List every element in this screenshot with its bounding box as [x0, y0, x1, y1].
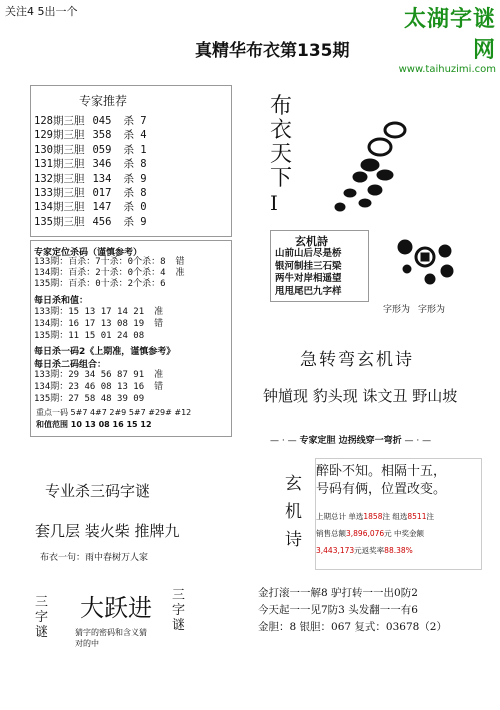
expert-nums: 358	[92, 129, 112, 142]
char-3: 天	[270, 142, 293, 167]
roman-numeral: I	[270, 191, 278, 215]
page-title: 真精华布衣第135期	[195, 41, 350, 61]
position-mark: 错	[175, 257, 185, 267]
xuanji-line: 两牛对岸相遥望	[275, 273, 342, 284]
expert-nums: 147	[92, 201, 112, 214]
xuanji-title: 玄机詩	[295, 235, 328, 248]
daily-mark: 准	[154, 307, 164, 317]
buyi-label: 布衣一句：	[40, 553, 86, 563]
expert-row	[34, 157, 147, 171]
expert-row	[34, 215, 147, 229]
stat-line-2: 销售总额3,896,076元 中奖金额	[316, 529, 425, 538]
expert-nums: 045	[92, 115, 112, 127]
hezhi-line: 和值范围 10 13 08 16 15 12	[36, 420, 152, 429]
daily-row	[34, 306, 163, 318]
position-text: 135期：百杀：0十杀：2个杀：6	[34, 279, 166, 289]
poem-label-3: 诗	[285, 530, 302, 550]
buyi-text: 雨中春树万人家	[85, 553, 149, 563]
expert-nums: 059	[92, 143, 112, 156]
erma-text: 135期：27 58 48 39 09	[34, 394, 145, 404]
expert-issue: 133期三胆	[34, 187, 85, 200]
char-2: 衣	[270, 118, 293, 143]
daily-row	[34, 318, 163, 330]
focus-line: 重点一码 5#7 4#7 2#9 5#7 #29# #12	[36, 408, 192, 417]
jizhuan-line: 钟馗现 豹头现 诛文丑 野山坡	[263, 387, 458, 405]
position-row	[34, 279, 185, 290]
erma-list	[34, 369, 163, 405]
expert-nums: 017	[92, 187, 112, 200]
expert-row	[34, 128, 147, 142]
xuanji-caption-2: 字形为	[418, 305, 446, 315]
expert-kill: 杀 9	[123, 172, 147, 185]
xuanji-line: 银河制挂三石梁	[275, 260, 342, 272]
expert-row	[34, 143, 147, 157]
bottom-line: 今天起一一见7防3 头发翻一一有6	[258, 604, 418, 616]
expert-pos-header-text: 专家定胆 边拐线穿一弯折	[299, 436, 402, 446]
erma-mark: 错	[154, 382, 164, 392]
daily-title: 每日杀和值：	[34, 296, 89, 306]
position-title: 专家定位杀码（谨慎参考）	[34, 248, 143, 258]
char-1: 布	[270, 94, 293, 119]
expert-row	[34, 172, 147, 186]
coin-chain-icon	[330, 115, 440, 215]
erma-row	[34, 393, 163, 405]
erma-mark: 准	[154, 370, 164, 380]
expert-issue: 129期三胆	[34, 129, 85, 142]
xuanji-shi-label	[285, 470, 301, 554]
buyi-tianxia	[270, 95, 296, 215]
position-row	[34, 268, 185, 279]
left-puzzle-label: 三字谜	[35, 595, 49, 640]
xuanji-line: 山前山后尽是桥	[275, 248, 342, 259]
expert-row	[34, 186, 147, 200]
poem-box	[315, 458, 482, 570]
coin-cluster-icon	[385, 235, 465, 295]
position-text: 134期：百杀：2十杀：0个杀：4	[34, 268, 166, 278]
position-mark: 准	[175, 268, 185, 278]
expert-kill: 杀 7	[123, 115, 147, 127]
expert-kill: 杀 9	[123, 215, 147, 228]
xuanji-caption-1: 字形为	[383, 305, 411, 315]
logo-text: 太湖字谜网	[403, 7, 496, 63]
daily-mark: 错	[154, 319, 164, 329]
poem-line-1: 醉卧不知。相隔十五，	[316, 464, 447, 479]
erma-row	[34, 381, 163, 393]
daily-text: 135期：11 15 01 24 08	[34, 331, 145, 341]
erma-text: 133期：29 34 56 87 91	[34, 370, 145, 380]
expert-pos-header: — · — 专家定胆 边拐线穿一弯折 — · —	[270, 436, 432, 446]
position-list	[34, 257, 185, 290]
expert-box	[30, 85, 232, 237]
expert-nums: 456	[92, 215, 112, 228]
yima-title: 每日杀一码2《上期准，谨慎参考》	[34, 347, 176, 357]
stat-line-3: 3,443,173元返奖率88.38%	[316, 546, 413, 555]
expert-nums: 346	[92, 158, 112, 171]
erma-title: 每日杀二码组合：	[34, 360, 107, 370]
daily-list	[34, 306, 163, 342]
poem-label-2: 机	[285, 502, 302, 522]
daily-row	[34, 330, 163, 342]
xuanji-box	[270, 230, 369, 302]
expert-issue: 132期三胆	[34, 172, 85, 185]
right-puzzle-label: 三字谜	[172, 588, 186, 633]
puzzle-note-2: 对的中	[75, 639, 99, 648]
poem-line-2: 号码有俩，位置改变。	[316, 482, 447, 497]
top-left-note: 关注4 5出一个	[5, 5, 78, 18]
expert-kill: 杀 4	[123, 129, 147, 142]
position-box	[30, 240, 232, 437]
puzzle-note-1: 猜字的密码和含义猜	[75, 628, 147, 637]
bottom-line: 金胆：8 银胆：067 复式：03678（2）	[258, 621, 447, 633]
expert-issue: 135期三胆	[34, 215, 85, 228]
expert-kill: 杀 0	[123, 201, 147, 214]
poem-label-1: 玄	[285, 474, 302, 494]
logo-url: www.taihuzimi.com	[398, 64, 496, 75]
expert-issue: 131期三胆	[34, 158, 85, 171]
expert-row	[34, 114, 147, 128]
puzzle-center: 大跃进	[80, 594, 152, 622]
bottom-line: 金打滚一一解8 驴打转一一出0防2	[258, 587, 418, 599]
xuanji-line: 甩甩尾巴九字样	[275, 285, 342, 297]
expert-issue: 130期三胆	[34, 143, 85, 156]
bottom-lines	[258, 585, 447, 636]
expert-kill: 杀 8	[123, 158, 147, 171]
puzzle-title: 专业杀三码字谜	[45, 482, 151, 500]
site-logo[interactable]	[398, 2, 496, 75]
buyi-line	[40, 550, 148, 563]
position-text: 133期：百杀：7十杀：0个杀：8	[34, 257, 166, 267]
xuanji-lines	[275, 248, 342, 298]
stat-line-1: 上期总计 单选1858注 组选8511注	[316, 512, 434, 521]
expert-kill: 杀 8	[123, 187, 147, 200]
expert-row	[34, 200, 147, 214]
position-row	[34, 257, 185, 268]
daily-text: 134期：16 17 13 08 19	[34, 319, 145, 329]
expert-title: 专家推荐	[79, 94, 128, 108]
expert-nums: 134	[92, 172, 112, 185]
jizhuan-title: 急转弯玄机诗	[300, 350, 414, 370]
puzzle-line: 套几层 装火柴 推牌九	[35, 522, 180, 540]
poem-lines	[316, 463, 446, 499]
erma-row	[34, 369, 163, 381]
expert-kill: 杀 1	[123, 143, 147, 156]
char-4: 下	[270, 166, 293, 191]
expert-list	[34, 114, 147, 229]
erma-text: 134期：23 46 08 13 16	[34, 382, 145, 392]
expert-issue: 134期三胆	[34, 201, 85, 214]
daily-text: 133期：15 13 17 14 21	[34, 307, 145, 317]
expert-issue: 128期三胆	[34, 115, 85, 127]
